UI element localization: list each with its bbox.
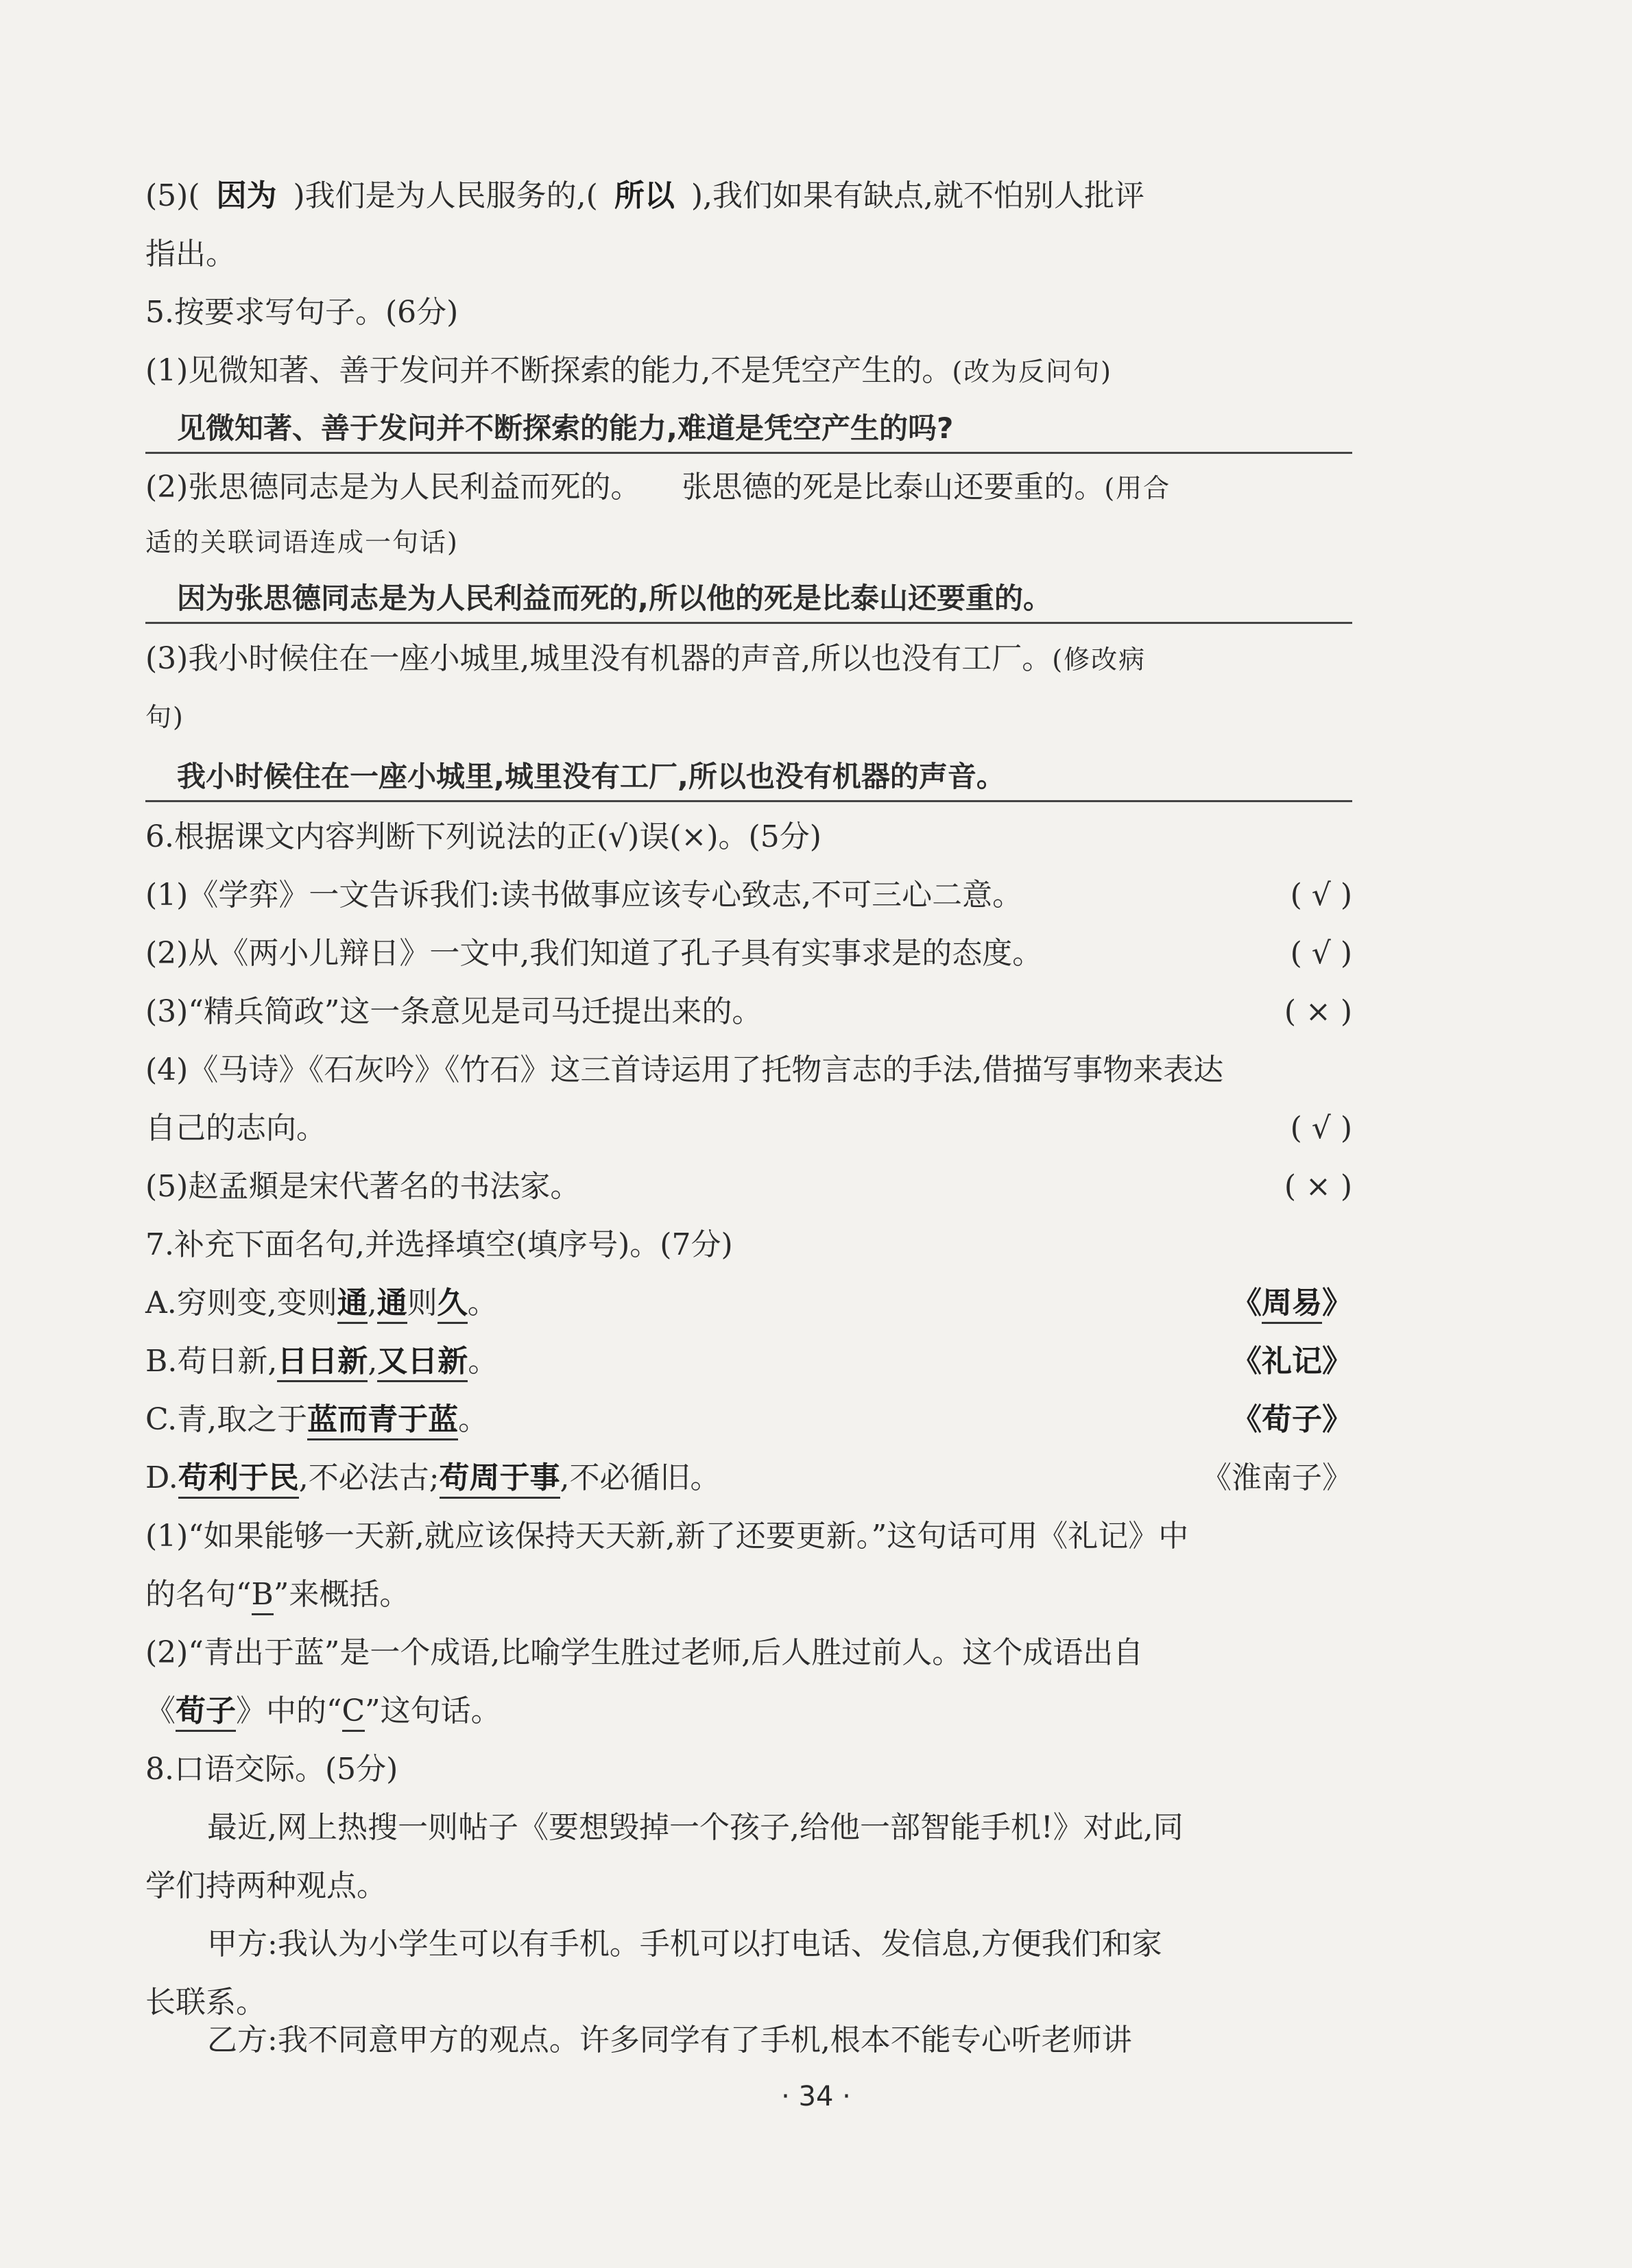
judge-mark: ( √ ): [1290, 1111, 1352, 1146]
q7-title: 7.补充下面名句,并选择填空(填序号)。(7分): [145, 1227, 733, 1262]
q7-quote-b: B.苟日新,日日新,又日新。 《礼记》: [145, 1340, 1352, 1383]
q7-sub-2-cont: 《荀子》中的“C”这句话。: [145, 1690, 1352, 1733]
q5-answer-3: 我小时候住在一座小城里,城里没有工厂,所以也没有机器的声音。: [145, 754, 1352, 802]
answer-blank: 因为: [216, 178, 277, 213]
q7-quote-c: C.青,取之于蓝而青于蓝。 《荀子》: [145, 1399, 1352, 1441]
answer-blank: 通: [337, 1286, 368, 1324]
q8-paragraph-1-cont: 学们持两种观点。: [145, 1868, 387, 1903]
q5-title: 5.按要求写句子。(6分): [145, 295, 459, 330]
answer-blank: 蓝而青于蓝: [307, 1402, 458, 1440]
q5-answer-2: 因为张思德同志是为人民利益而死的,所以他的死是比泰山还要重的。: [145, 576, 1352, 624]
page-number: · 34 ·: [781, 2081, 851, 2112]
source-label: 《淮南子》: [1201, 1460, 1352, 1495]
answer-blank: 荀子: [176, 1693, 236, 1732]
q4-item-5: (5)( 因为 )我们是为人民服务的,( 所以 ),我们如果有缺点,就不怕别人批评: [145, 178, 1144, 213]
q7-quote-a: A.穷则变,变则通,通则久。 《周易》: [145, 1282, 1352, 1325]
answer-blank: 久: [437, 1286, 468, 1324]
q6-item-1: (1)《学弈》一文告诉我们:读书做事应该专心致志,不可三心二意。 ( √ ): [145, 874, 1352, 917]
q5-sentence-2-note: 适的关联词语连成一句话): [145, 527, 459, 557]
q5-answer-1: 见微知著、善于发问并不断探索的能力,难道是凭空产生的吗?: [145, 406, 1352, 454]
q8-title: 8.口语交际。(5分): [145, 1752, 398, 1787]
q4-item-5-cont: 指出。: [145, 237, 236, 272]
q6-item-3: (3)“精兵简政”这一条意见是司马迁提出来的。 ( × ): [145, 991, 1352, 1033]
answer-blank: B: [252, 1577, 274, 1615]
q5-sentence-3: (3)我小时候住在一座小城里,城里没有机器的声音,所以也没有工厂。(修改病: [145, 641, 1147, 676]
q6-item-2: (2)从《两小儿辩日》一文中,我们知道了孔子具有实事求是的态度。 ( √ ): [145, 932, 1352, 975]
q7-sub-2: (2)“青出于蓝”是一个成语,比喻学生胜过老师,后人胜过前人。这个成语出自: [145, 1635, 1144, 1670]
q7-quote-d: D.苟利于民,不必法古;苟周于事,不必循旧。 《淮南子》: [145, 1457, 1352, 1499]
answer-blank: 苟周于事: [440, 1460, 560, 1499]
q8-paragraph-2: 甲方:我认为小学生可以有手机。手机可以打电话、发信息,方便我们和家: [207, 1927, 1162, 1962]
q5-sentence-1: (1)见微知著、善于发问并不断探索的能力,不是凭空产生的。(改为反问句): [145, 353, 1112, 388]
answer-blank: 通: [377, 1286, 407, 1324]
source-answer: 《周易》: [1232, 1282, 1352, 1325]
q8-paragraph-1: 最近,网上热搜一则帖子《要想毁掉一个孩子,给他一部智能手机!》对此,同: [207, 1810, 1184, 1845]
source-answer: 《礼记》: [1232, 1344, 1352, 1379]
source-answer: 《荀子》: [1232, 1402, 1352, 1437]
answer-blank: 又日新: [377, 1344, 468, 1382]
q6-item-4-cont: 自己的志向。 ( √ ): [145, 1107, 1352, 1150]
answer-blank: C: [342, 1693, 365, 1732]
q6-item-5: (5)赵孟頫是宋代著名的书法家。 ( × ): [145, 1166, 1352, 1208]
judge-mark: ( × ): [1284, 1169, 1352, 1204]
answer-blank: 所以: [614, 178, 675, 213]
judge-mark: ( √ ): [1290, 878, 1352, 913]
q5-sentence-3-note: 句): [145, 702, 184, 732]
q7-sub-1: (1)“如果能够一天新,就应该保持天天新,新了还要更新。”这句话可用《礼记》中: [145, 1519, 1189, 1554]
judge-mark: ( √ ): [1290, 936, 1352, 971]
answer-blank: 日日新: [277, 1344, 368, 1382]
q6-title: 6.根据课文内容判断下列说法的正(√)误(×)。(5分): [145, 819, 821, 854]
q7-sub-1-cont: 的名句“B”来概括。: [145, 1573, 1352, 1616]
judge-mark: ( × ): [1284, 994, 1352, 1029]
answer-blank: 苟利于民: [178, 1460, 299, 1499]
q6-item-4: (4)《马诗》《石灰吟》《竹石》这三首诗运用了托物言志的手法,借描写事物来表达: [145, 1052, 1224, 1087]
q5-sentence-2: (2)张思德同志是为人民利益而死的。 张思德的死是比泰山还要重的。(用合: [145, 470, 1171, 505]
q8-paragraph-2-cont: 长联系。: [145, 1985, 266, 2020]
q8-paragraph-3: 乙方:我不同意甲方的观点。许多同学有了手机,根本不能专心听老师讲: [207, 2023, 1132, 2058]
